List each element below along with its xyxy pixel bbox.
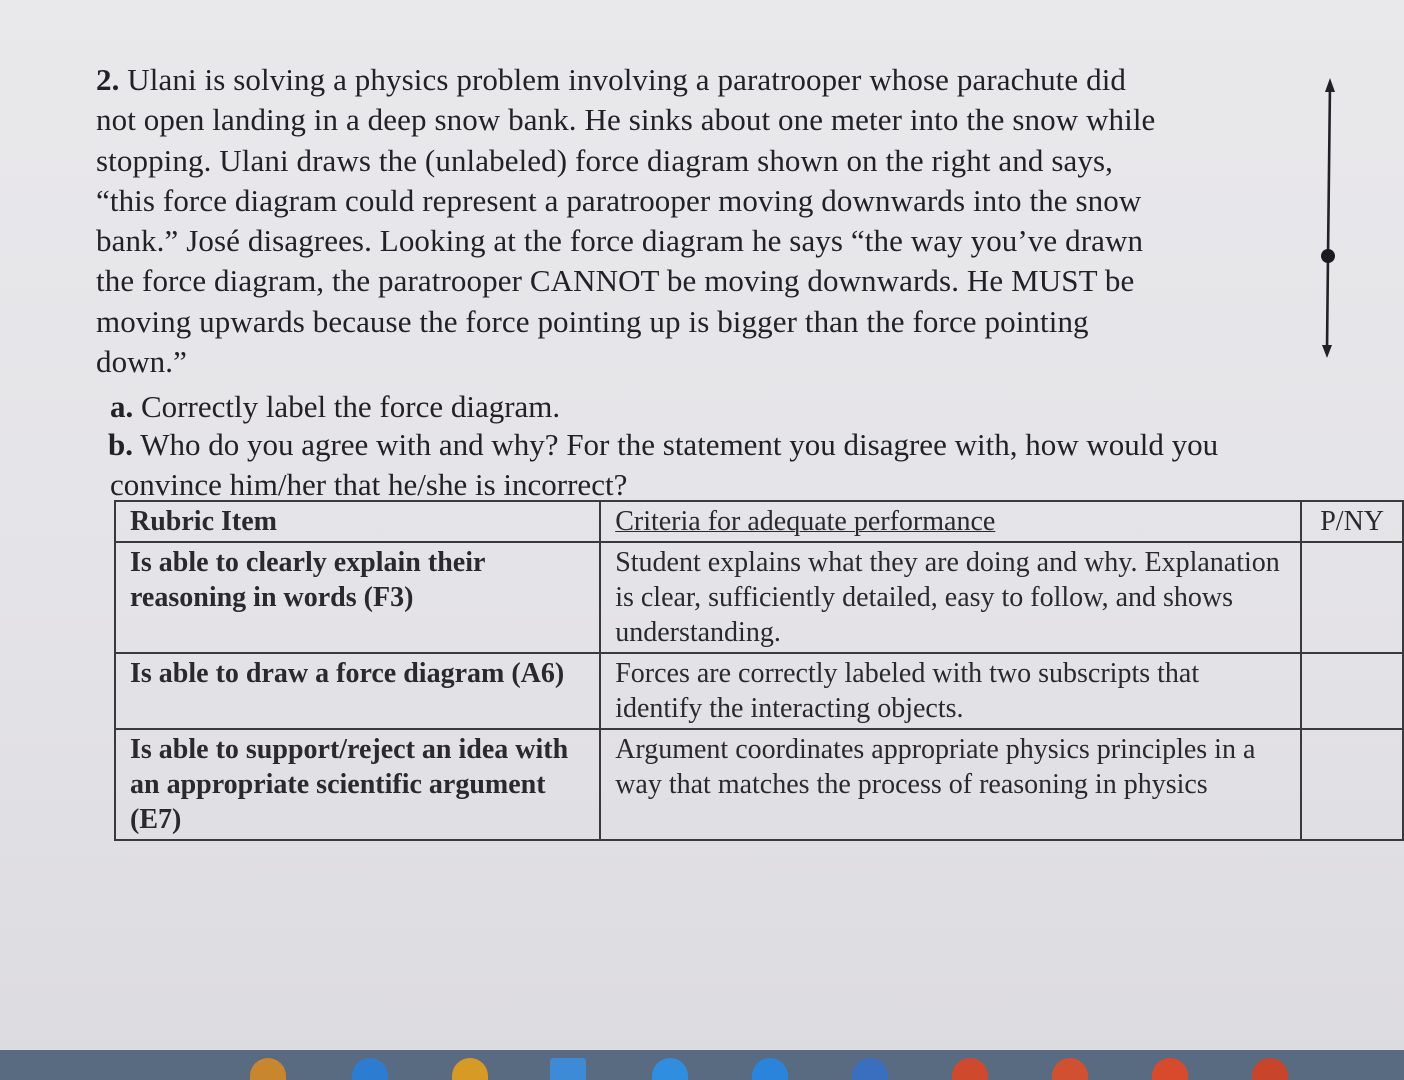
problem-line-6: the force diagram, the paratrooper CANNOT be moving downwards. He MUST be <box>96 263 1135 299</box>
rubric-item-a6: Is able to draw a force diagram (A6) <box>115 653 600 729</box>
table-row <box>115 729 1403 840</box>
problem-number: 2. <box>96 62 120 97</box>
rubric-criteria-a6: Forces are correctly labeled with two subscripts that identify the interacting objects. <box>600 653 1301 729</box>
rubric-score-e7[interactable] <box>1301 729 1403 840</box>
rubric-header-row <box>115 501 1403 542</box>
taskbar-app-icon[interactable] <box>652 1058 688 1080</box>
taskbar <box>0 1050 1404 1080</box>
question-b <box>108 426 1348 464</box>
problem-line-7: moving upwards because the force pointing up is bigger than the force pointing <box>96 303 1089 339</box>
table-row <box>115 542 1403 653</box>
taskbar-app-icon[interactable] <box>952 1058 988 1080</box>
upward-force-arrow <box>1328 84 1330 256</box>
question-a-text: Correctly label the force diagram. <box>133 389 561 424</box>
rubric-item-f3: Is able to clearly explain their reasoning in words (F3) <box>115 542 600 653</box>
taskbar-app-icon[interactable] <box>852 1058 888 1080</box>
question-a-letter: a. <box>110 389 134 424</box>
taskbar-app-icon[interactable] <box>452 1058 488 1080</box>
rubric-criteria-e7: Argument coordinates appropriate physics principles in a way that matches the process of reasoning in physics <box>600 729 1301 840</box>
object-dot <box>1321 249 1335 263</box>
taskbar-app-icon[interactable] <box>250 1058 286 1080</box>
rubric-table <box>114 500 1404 841</box>
problem-line-4: “this force diagram could represent a paratrooper moving downwards into the snow <box>96 182 1142 218</box>
problem-line-1: 2. Ulani is solving a physics problem involving a paratrooper whose parachute did <box>96 62 1127 97</box>
table-row <box>115 653 1403 729</box>
rubric-header-score: P/NY <box>1301 501 1403 542</box>
taskbar-app-icon[interactable] <box>550 1058 586 1080</box>
rubric-header-criteria: Criteria for adequate performance <box>600 501 1301 542</box>
taskbar-app-icon[interactable] <box>352 1058 388 1080</box>
taskbar-app-icon[interactable] <box>1052 1058 1088 1080</box>
force-diagram <box>1300 70 1360 370</box>
problem-line-8: down.” <box>96 344 187 380</box>
downward-arrowhead-icon <box>1322 345 1332 358</box>
taskbar-app-icon[interactable] <box>752 1058 788 1080</box>
question-b-letter: b. <box>108 427 133 462</box>
question-a <box>110 388 1350 426</box>
rubric-item-e7: Is able to support/reject an idea with an appropriate scientific argument (E7) <box>115 729 600 840</box>
taskbar-app-icon[interactable] <box>1152 1058 1188 1080</box>
taskbar-app-icon[interactable] <box>1252 1058 1288 1080</box>
rubric-score-f3[interactable] <box>1301 542 1403 653</box>
upward-arrowhead-icon <box>1325 78 1335 92</box>
rubric-score-a6[interactable] <box>1301 653 1403 729</box>
problem-statement <box>96 60 1286 382</box>
problem-line-3: stopping. Ulani draws the (unlabeled) force diagram shown on the right and says, <box>96 142 1113 178</box>
downward-force-arrow <box>1327 256 1328 350</box>
problem-line-2: not open landing in a deep snow bank. He sinks about one meter into the snow while <box>96 102 1156 138</box>
problem-line-5: bank.” José disagrees. Looking at the force diagram he says “the way you’ve drawn <box>96 223 1144 259</box>
rubric-header-item: Rubric Item <box>115 501 600 542</box>
rubric-criteria-f3: Student explains what they are doing and why. Explanation is clear, sufficiently detailed, easy to follow, and shows understanding. <box>600 542 1301 653</box>
question-b-text: Who do you agree with and why? For the statement you disagree with, how would you <box>133 427 1219 462</box>
question-b-continued: convince him/her that he/she is incorrect? <box>110 467 628 502</box>
